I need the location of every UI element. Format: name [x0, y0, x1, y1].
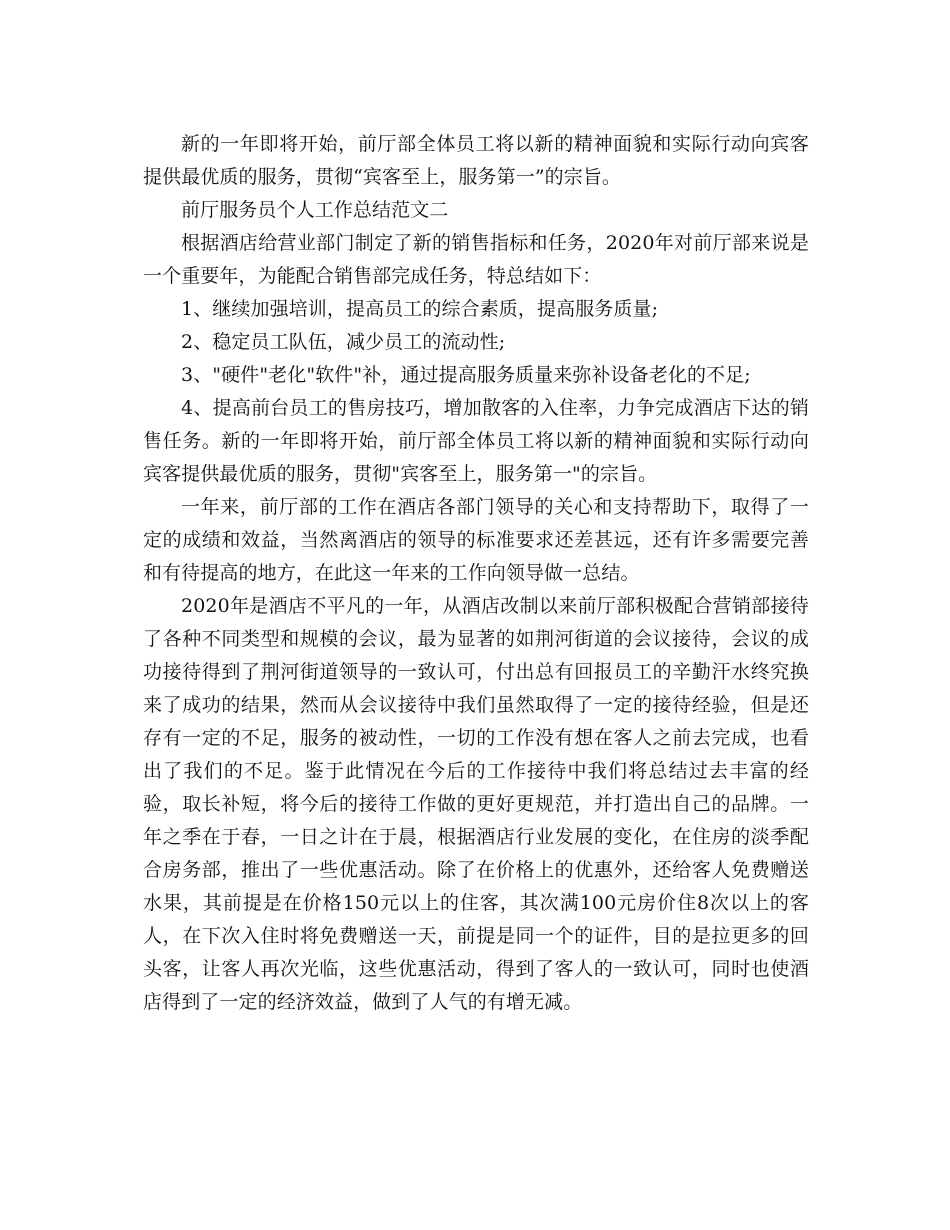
list-item-4: 4、提高前台员工的售房技巧，增加散客的入住率，力争完成酒店下达的销售任务。新的一年即将开始，前厅部全体员工将以新的精神面貌和实际行动向宾客提供最优质的服务，贯彻"宾客至上，服务第一"的宗旨。	[143, 397, 809, 485]
paragraph-intro-closing: 新的一年即将开始，前厅部全体员工将以新的精神面貌和实际行动向宾客提供最优质的服务，贯彻“宾客至上，服务第一”的宗旨。	[143, 133, 809, 188]
document-body	[143, 128, 809, 1019]
section-heading: 前厅服务员个人工作总结范文二	[181, 199, 449, 221]
paragraph-2020-review: 2020年是酒店不平凡的一年，从酒店改制以来前厅部积极配合营销部接待了各种不同类型和规模的会议，最为显著的如荆河街道的会议接待，会议的成功接待得到了荆河街道领导的一致认可，付出总有回报员工的辛勤汗水终究换来了成功的结果，然而从会议接待中我们虽然取得了一定的接待经验，但是还存有一定的不足，服务的被动性，一切的工作没有想在客人之前去完成，也看出了我们的不足。鉴于此情况在今后的工作接待中我们将总结过去丰富的经验，取长补短，将今后的接待工作做的更好更规范，并打造出自己的品牌。一年之季在于春，一日之计在于晨，根据酒店行业发展的变化，在住房的淡季配合房务部，推出了一些优惠活动。除了在价格上的优惠外，还给客人免费赠送水果，其前提是在价格150元以上的住客，其次满100元房价住8次以上的客人，在下次入住时将免费赠送一天，前提是同一个的证件，目的是拉更多的回头客，让客人再次光临，这些优惠活动，得到了客人的一致认可，同时也使酒店得到了一定的经济效益，做到了人气的有增无减。	[143, 595, 809, 1013]
list-item-1: 1、继续加强培训，提高员工的综合素质，提高服务质量;	[181, 298, 659, 320]
list-item-2: 2、稳定员工队伍，减少员工的流动性;	[181, 331, 506, 353]
list-item-3: 3、"硬件"老化"软件"补，通过提高服务质量来弥补设备老化的不足;	[181, 364, 751, 386]
paragraph-summary-intro: 根据酒店给营业部门制定了新的销售指标和任务，2020年对前厅部来说是一个重要年，为能配合销售部完成任务，特总结如下：	[143, 232, 809, 287]
paragraph-year-review: 一年来，前厅部的工作在酒店各部门领导的关心和支持帮助下，取得了一定的成绩和效益，当然离酒店的领导的标准要求还差甚远，还有许多需要完善和有待提高的地方，在此这一年来的工作向领导做一总结。	[143, 496, 809, 584]
